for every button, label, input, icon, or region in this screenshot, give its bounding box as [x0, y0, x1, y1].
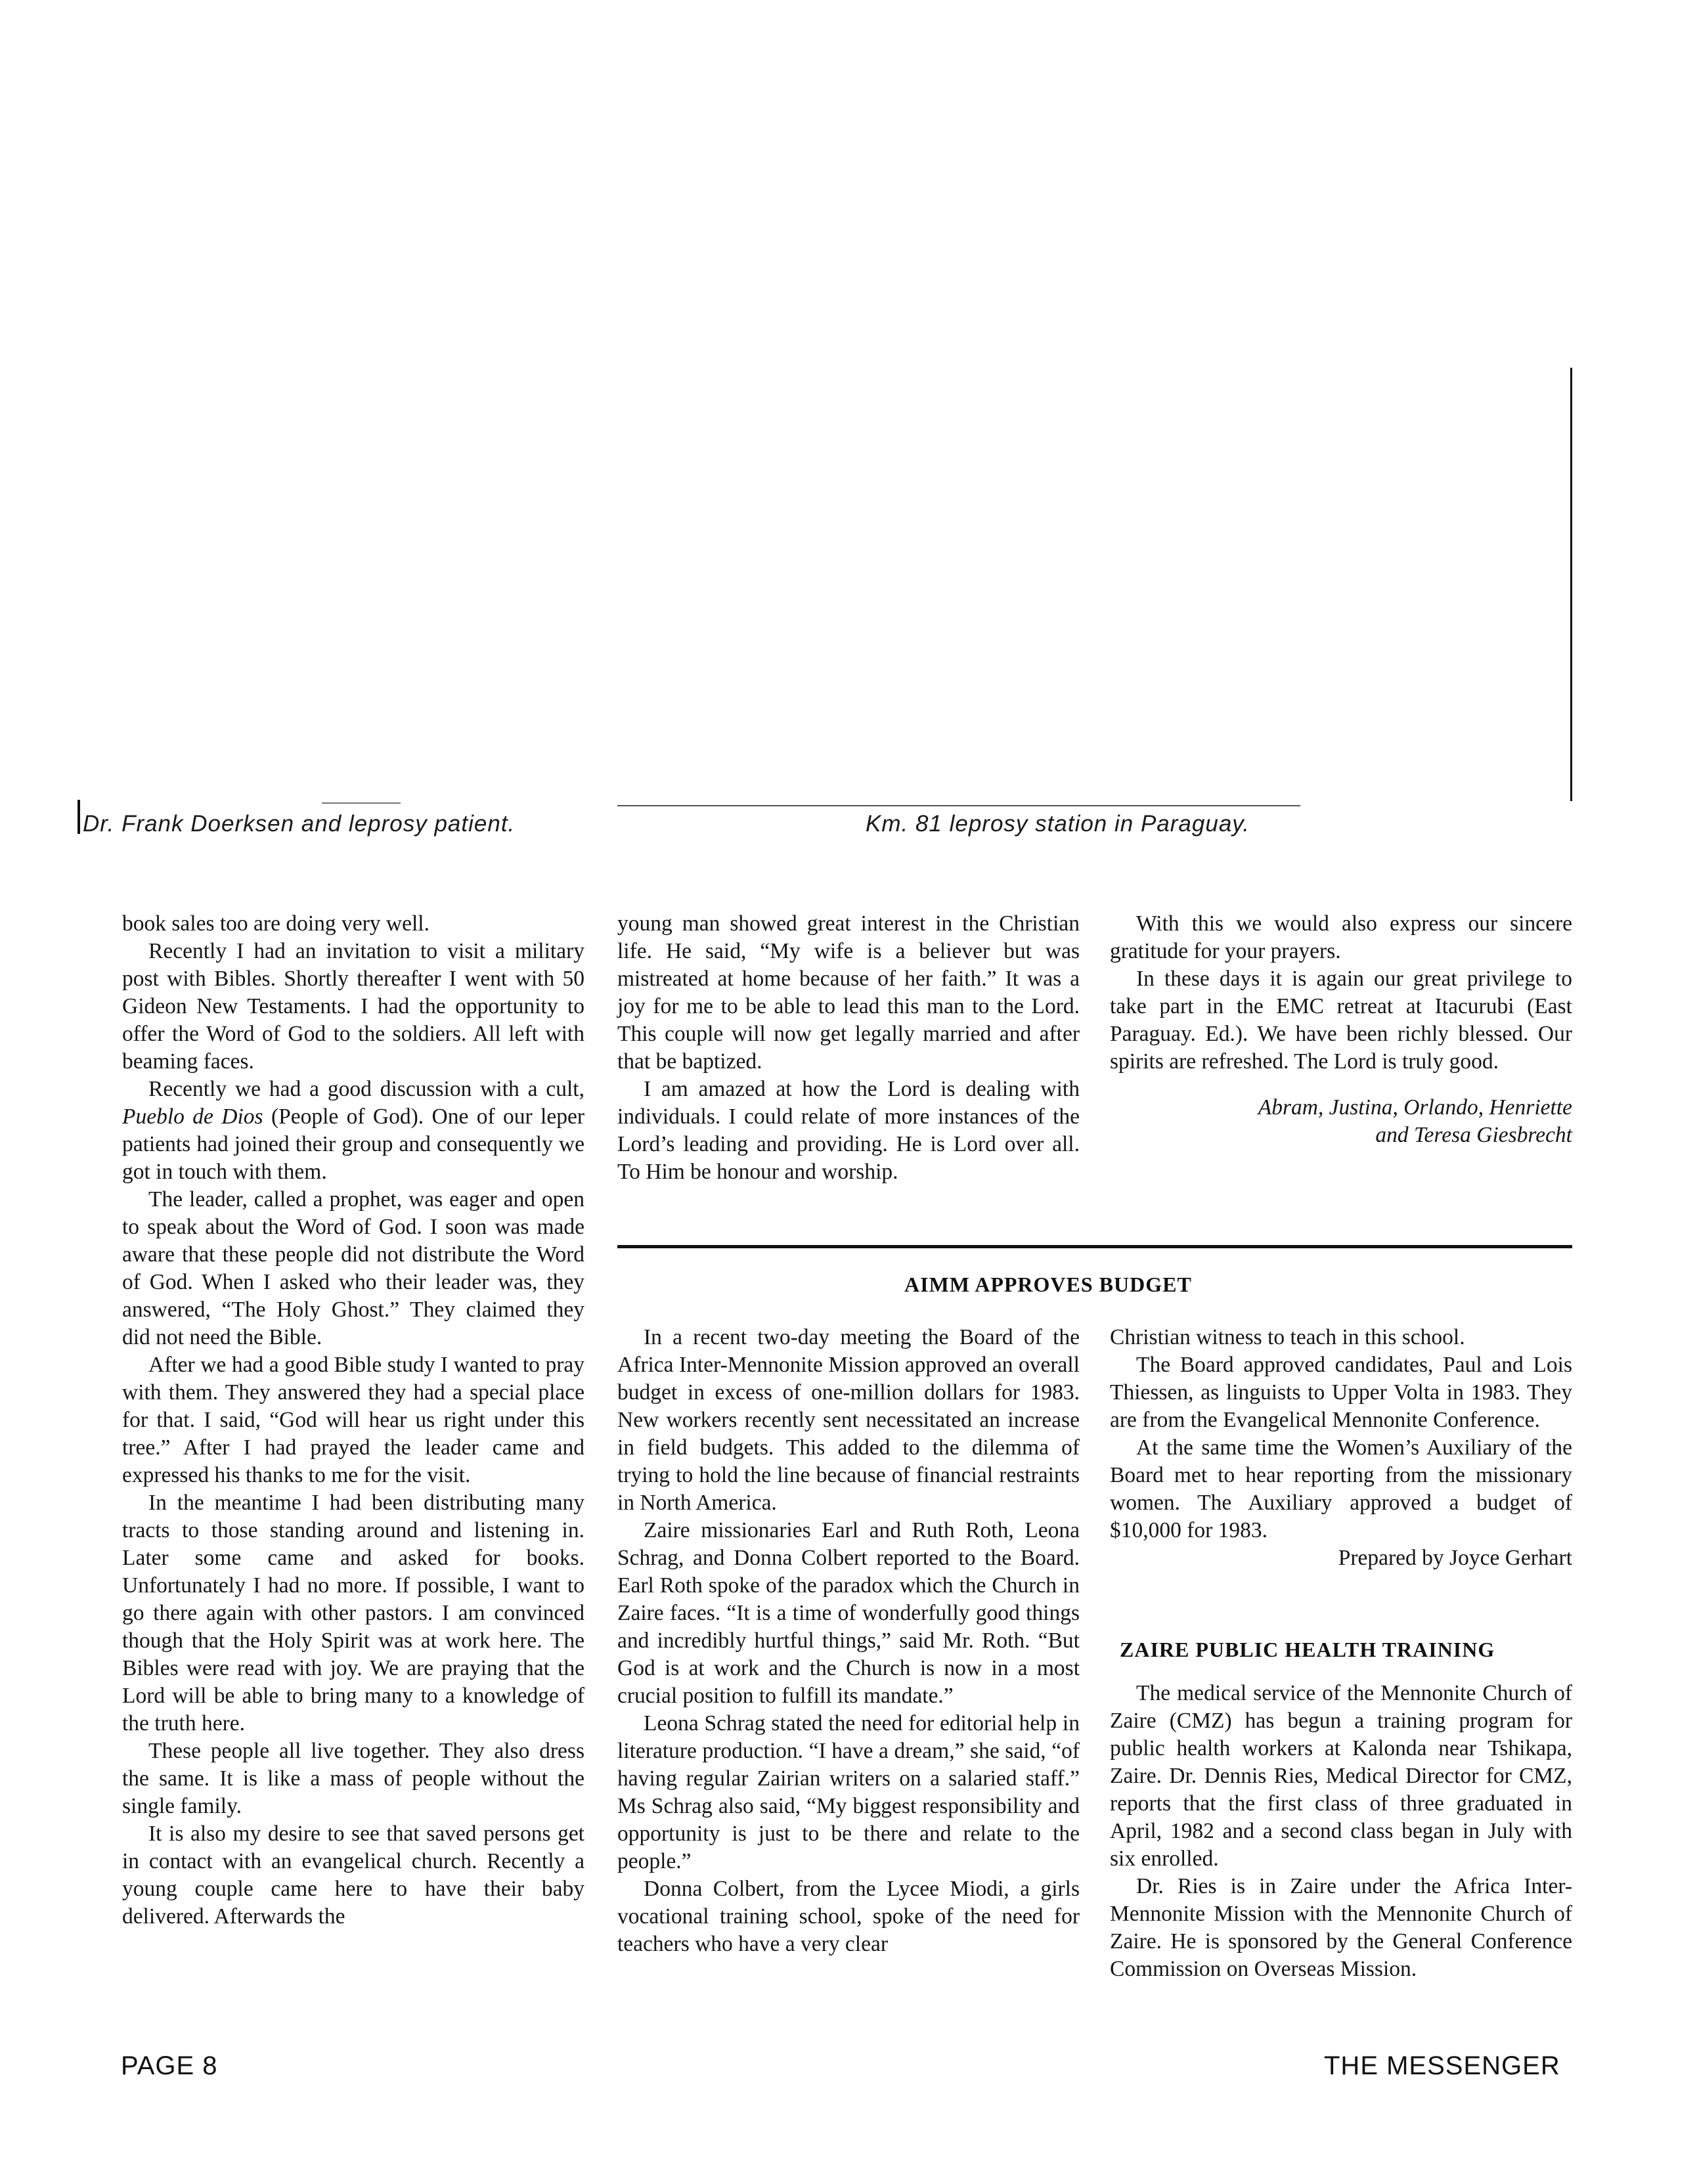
- paragraph: I am amazed at how the Lord is dealing with individuals. I could relate of more instances of the Lord’s leading and providing. He is Lord over all. To Him be honour and worship.: [617, 1077, 1080, 1184]
- article-heading-zaire: ZAIRE PUBLIC HEALTH TRAINING: [1120, 1638, 1495, 1661]
- paragraph: The leader, called a prophet, was eager and open to speak about the Word of God. I soon was made aware that these people did not distribute the Word of God. When I asked who their leader was, they answered, “The Holy Ghost.” They claimed they did not need the Bible.: [122, 1187, 584, 1349]
- signature: and Teresa Giesbrecht: [1375, 1123, 1572, 1147]
- signature: Abram, Justina, Orlando, Henriette: [1258, 1095, 1572, 1120]
- paragraph: The Board approved candidates, Paul and Lois Thiessen, as linguists to Upper Volta in 1983. They are from the Evangelical Mennonite Conference.: [1110, 1353, 1572, 1432]
- paragraph: With this we would also express our sincere gratitude for your prayers.: [1110, 911, 1572, 963]
- photo-caption-left: Dr. Frank Doerksen and leprosy patient.: [83, 811, 516, 837]
- paragraph: At the same time the Women’s Auxiliary of the Board met to hear reporting from the missionary women. The Auxiliary approved a budget of $10,000 for 1983.: [1110, 1435, 1572, 1542]
- article2-column-2: [1110, 1324, 1572, 1572]
- article1-column-3: [1110, 910, 1572, 1149]
- article3-column: [1110, 1680, 1572, 1983]
- cult-name: Pueblo de Dios: [122, 1104, 263, 1129]
- publication-name: THE MESSENGER: [1324, 2051, 1560, 2080]
- paragraph: These people all live together. They also dress the same. It is like a mass of people without the single family.: [122, 1739, 584, 1818]
- paragraph-text: (People of God). One of our leper patients had joined their group and consequently we got in touch with them.: [122, 1104, 584, 1184]
- paragraph: Donna Colbert, from the Lycee Miodi, a girls vocational training school, spoke of the need for teachers who have a very clear: [617, 1877, 1080, 1956]
- photo-left-edge: [77, 800, 80, 834]
- byline: Prepared by Joyce Gerhart: [1338, 1546, 1572, 1570]
- paragraph: After we had a good Bible study I wanted to pray with them. They answered they had a special place for that. I said, “God will hear us right under this tree.” After I had prayed the leader came and expressed his thanks to me for the visit.: [122, 1353, 584, 1487]
- paragraph: [122, 1076, 584, 1186]
- page-number: PAGE 8: [121, 2051, 218, 2080]
- paragraph: Zaire missionaries Earl and Ruth Roth, Leona Schrag, and Donna Colbert reported to the Board. Earl Roth spoke of the paradox which the Church in Zaire faces. “It is a time of wonderfully good things and incredibly hurtful things,” said Mr. Roth. “But God is at work and the Church is now in a most crucial position to fulfill its mandate.”: [617, 1518, 1080, 1708]
- paragraph-text: Recently we had a good discussion with a cult,: [148, 1077, 584, 1101]
- paragraph: young man showed great interest in the Christian life. He said, “My wife is a believer but was mistreated at home because of her faith.” It was a joy for me to be able to lead this man to the Lord. This couple will now get legally married and after that be baptized.: [617, 911, 1080, 1074]
- photo-caption-right: Km. 81 leprosy station in Paraguay.: [866, 811, 1250, 837]
- paragraph: It is also my desire to see that saved persons get in contact with an evangelical church. Recently a young couple came here to have their baby delivered. Afterwards the: [122, 1822, 584, 1929]
- paragraph: The medical service of the Mennonite Church of Zaire (CMZ) has begun a training program for public health workers at Kalonda near Tshikapa, Zaire. Dr. Dennis Ries, Medical Director for CMZ, reports that the first class of three graduated in April, 1982 and a second class began in July with six enrolled.: [1110, 1681, 1572, 1871]
- paragraph: In the meantime I had been distributing many tracts to those standing around and listening in. Later some came and asked for books. Unfortunately I had no more. If possible, I want to go there again with other pastors. I am convinced though that the Holy Spirit was at work here. The Bibles were read with joy. We are praying that the Lord will be able to bring many to a knowledge of the truth here.: [122, 1491, 584, 1736]
- paragraph: In a recent two-day meeting the Board of the Africa Inter-Mennonite Mission approved an overall budget in excess of one-million dollars for 1983. New workers recently sent necessitated an increase in field budgets. This added to the dilemma of trying to hold the line because of financial restraints in North America.: [617, 1325, 1080, 1515]
- paragraph: Recently I had an invitation to visit a military post with Bibles. Shortly thereafter I went with 50 Gideon New Testaments. I had the opportunity to offer the Word of God to the soldiers. All left with beaming faces.: [122, 939, 584, 1074]
- paragraph: Leona Schrag stated the need for editorial help in literature production. “I have a dream,” she said, “of having regular Zairian writers on a salaried staff.” Ms Schrag also said, “My biggest responsibility and opportunity is just to be there and relate to the people.”: [617, 1711, 1080, 1873]
- article1-column-2: [617, 910, 1080, 1186]
- photo-divider-line-left: [322, 802, 401, 804]
- paragraph: In these days it is again our great privilege to take part in the EMC retreat at Itacurubi (East Paraguay. Ed.). We have been richly blessed. Our spirits are refreshed. The Lord is truly good.: [1110, 967, 1572, 1074]
- photo-right-edge: [1570, 368, 1572, 801]
- photo-divider-line: [617, 805, 1300, 806]
- paragraph: book sales too are doing very well.: [122, 911, 430, 936]
- article1-column-1: [122, 910, 584, 1931]
- article2-column-1: [617, 1324, 1080, 1958]
- article-heading-aimm: AIMM APPROVES BUDGET: [904, 1273, 1192, 1296]
- paragraph: Christian witness to teach in this school.: [1110, 1325, 1465, 1349]
- paragraph: Dr. Ries is in Zaire under the Africa Inter-Mennonite Mission with the Mennonite Church of Zaire. He is sponsored by the General Conference Commission on Overseas Mission.: [1110, 1874, 1572, 1981]
- section-divider: [617, 1245, 1572, 1248]
